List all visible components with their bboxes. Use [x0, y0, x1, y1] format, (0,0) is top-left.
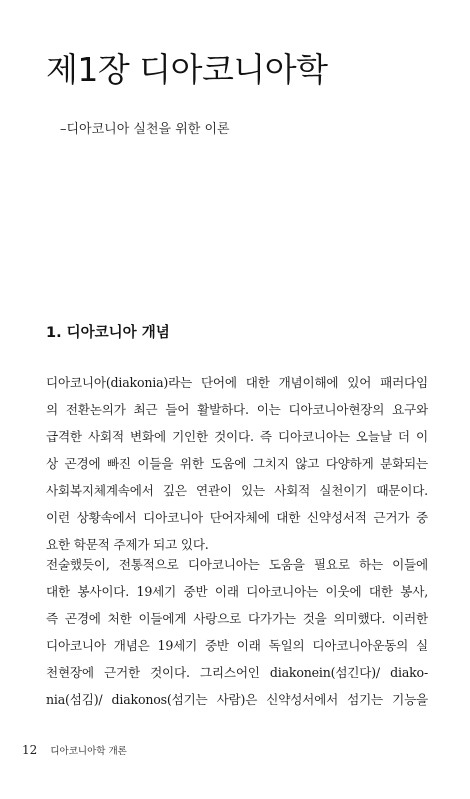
text-line: 디아코니아 개념은 19세기 중반 이래 독일의 디아코니아운동의 실 [46, 638, 428, 653]
text-line: 사회복지체계속에서 깊은 연관이 있는 사회적 실천이기 때문이다. [46, 483, 428, 498]
running-title: 디아코니아학 개론 [50, 746, 127, 757]
chapter-subtitle: –디아코니아 실천을 위한 이론 [60, 122, 230, 137]
text-line: nia(섬김)/ diakonos(섬기는 사람)은 신약성서에서 섬기는 기능을 [46, 692, 428, 707]
text-line: 디아코니아(diakonia)라는 단어에 대한 개념이해에 있어 패러다임 [46, 375, 428, 390]
body-paragraph [46, 369, 428, 558]
text-line: 요한 학문적 주제가 되고 있다. [46, 537, 209, 552]
text-line: 천현장에 근거한 것이다. 그리스어인 diakonein(섬긴다)/ diako- [46, 665, 428, 680]
text-line: 상 곤경에 빠진 이들을 위한 도움에 그치지 않고 다양하게 분화되는 [46, 456, 428, 471]
text-line: 의 전환논의가 최근 들어 활발하다. 이는 디아코니아현장의 요구와 [46, 402, 428, 417]
body-paragraph [46, 551, 428, 713]
text-line: 대한 봉사이다. 19세기 중반 이래 디아코니아는 이웃에 대한 봉사, [46, 584, 428, 599]
section-heading: 1. 디아코니아 개념 [46, 325, 170, 341]
text-line: 이런 상황속에서 디아코니아 단어자체에 대한 신약성서적 근거가 중 [46, 510, 428, 525]
page-number: 12 [22, 743, 38, 757]
text-line: 즉 곤경에 처한 이들에게 사랑으로 다가가는 것을 의미했다. 이러한 [46, 611, 428, 626]
page-footer [22, 739, 127, 758]
text-line: 전술했듯이, 전통적으로 디아코니아는 도움을 필요로 하는 이들에 [46, 557, 428, 572]
text-line: 급격한 사회적 변화에 기인한 것이다. 즉 디아코니아는 오늘날 더 이 [46, 429, 428, 444]
chapter-title: 제1장 디아코니아학 [46, 50, 328, 89]
